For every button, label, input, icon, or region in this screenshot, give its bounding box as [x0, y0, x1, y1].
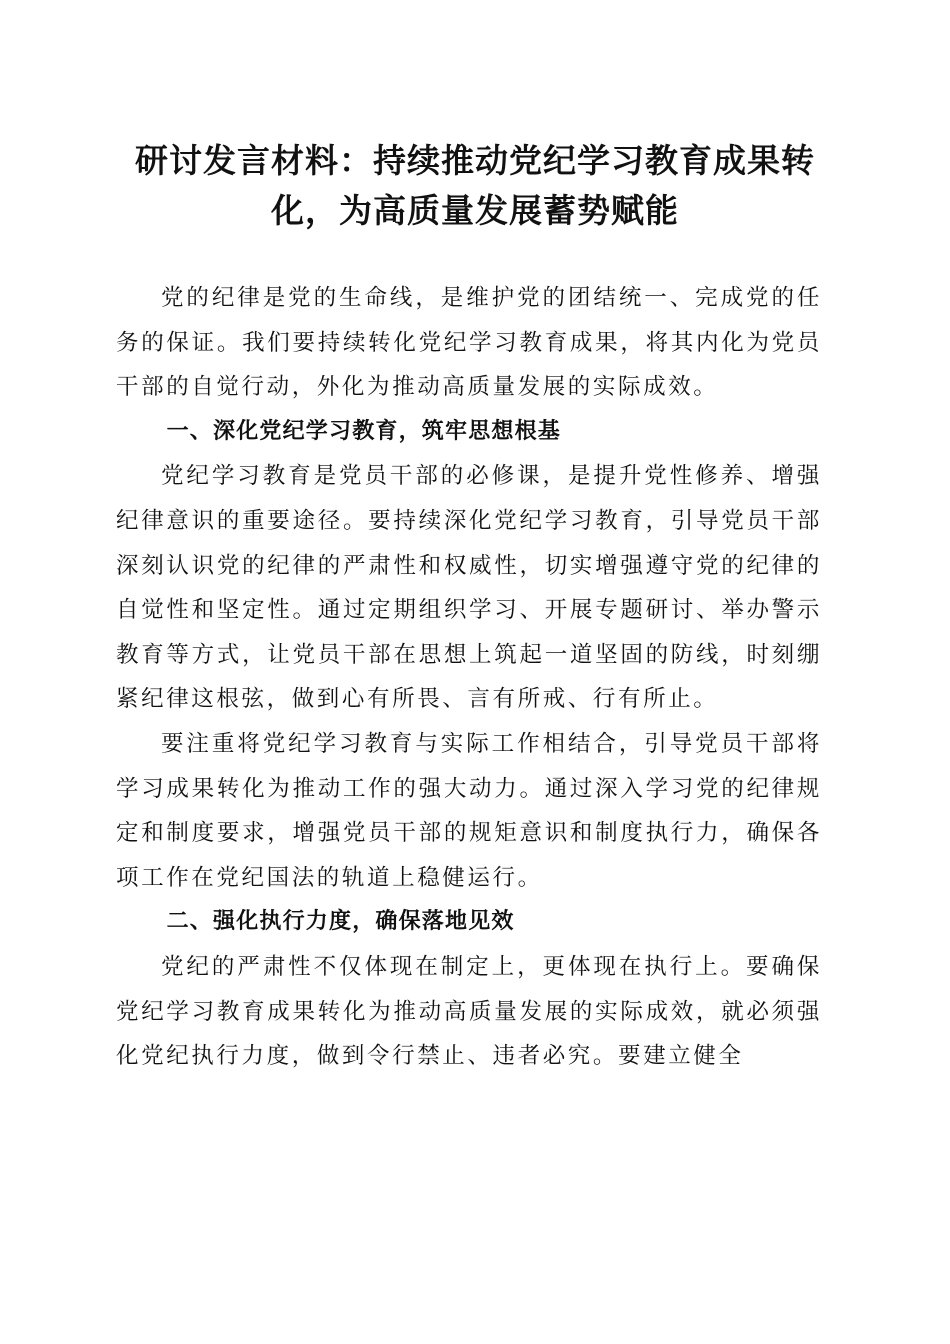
section-2-paragraph-1: 党纪的严肃性不仅体现在制定上，更体现在执行上。要确保党纪学习教育成果转化为推动高质量发展的实际成效，就必须强化党纪执行力度，做到令行禁止、违者必究。要建立健全 [116, 953, 822, 1070]
section-1-paragraph-1: 党纪学习教育是党员干部的必修课，是提升党性修养、增强纪律意识的重要途径。要持续深化党纪学习教育，引导党员干部深刻认识党的纪律的严肃性和权威性，切实增强遵守党的纪律的自觉性和坚定性。通过定期组织学习、开展专题研讨、举办警示教育等方式，让党员干部在思想上筑起一道坚固的防线，时刻绷紧纪律这根弦，做到心有所畏、言有所戒、行有所止。 [116, 463, 822, 713]
intro-paragraph: 党的纪律是党的生命线，是维护党的团结统一、完成党的任务的保证。我们要持续转化党纪学习教育成果，将其内化为党员干部的自觉行动，外化为推动高质量发展的实际成效。 [116, 285, 822, 401]
section-heading-2: 二、强化执行力度，确保落地见效 [166, 909, 515, 935]
section-1-paragraph-2: 要注重将党纪学习教育与实际工作相结合，引导党员干部将学习成果转化为推动工作的强大动力。通过深入学习党的纪律规定和制度要求，增强党员干部的规矩意识和制度执行力，确保各项工作在党纪国法的轨道上稳健运行。 [116, 730, 822, 891]
document-body [116, 276, 822, 1079]
document-title: 研讨发言材料：持续推动党纪学习教育成果转化，为高质量发展蓄势赋能 [135, 141, 815, 230]
section-heading-1: 一、深化党纪学习教育，筑牢思想根基 [166, 418, 561, 444]
